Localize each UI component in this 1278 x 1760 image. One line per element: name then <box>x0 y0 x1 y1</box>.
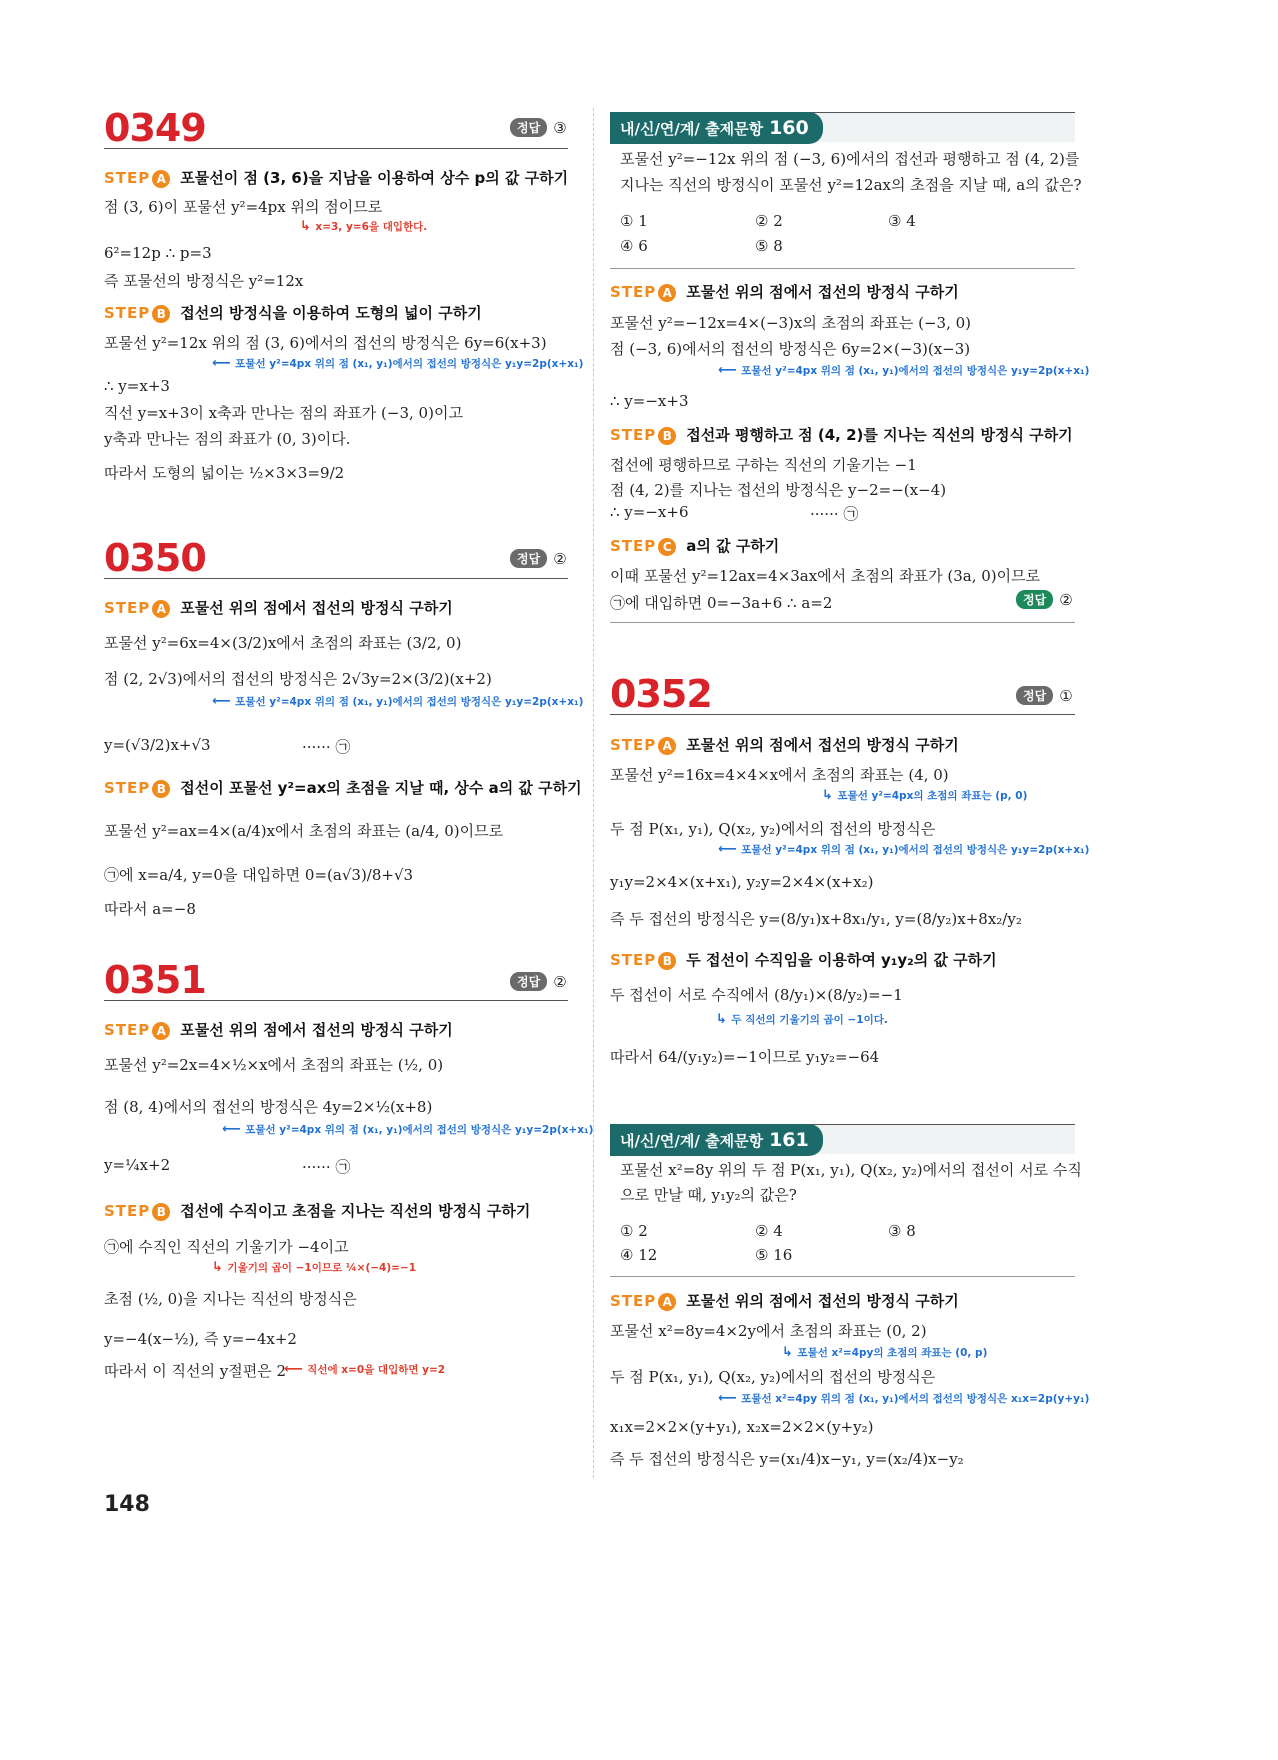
equation-tag: ······ ㉠ <box>302 738 351 756</box>
choice: ④ 6 <box>620 237 648 255</box>
text-line: ㉠에 수직인 직선의 기울기가 −4이고 <box>104 1238 349 1256</box>
answer-badge: 정답 ① <box>1016 686 1073 705</box>
annotation-note: ↳ 포물선 x²=4py의 초점의 좌표는 (0, p) <box>782 1345 988 1360</box>
annotation-note: ⟵ 직선에 x=0을 대입하면 y=2 <box>284 1362 446 1377</box>
text-line: ∴ y=−x+6 <box>610 503 689 521</box>
text-line: 점 (3, 6)이 포물선 y²=4px 위의 점이므로 <box>104 198 383 216</box>
text-line: 두 접선이 서로 수직에서 (8/y₁)×(8/y₂)=−1 <box>610 986 903 1004</box>
step-a-heading: STEP A 포물선 위의 점에서 접선의 방정식 구하기 <box>610 283 959 301</box>
text-line: 포물선 y²=6x=4×(3/2)x에서 초점의 좌표는 (3/2, 0) <box>104 634 462 652</box>
step-a-heading: STEP A 포물선 위의 점에서 접선의 방정식 구하기 <box>610 736 959 754</box>
text-line: 점 (2, 2√3)에서의 접선의 방정식은 2√3y=2×(3/2)(x+2) <box>104 670 492 688</box>
answer-badge: 정답 ② <box>510 972 567 991</box>
text-line: 포물선 y²=2x=4×½×x에서 초점의 좌표는 (½, 0) <box>104 1056 444 1074</box>
text-line: 즉 두 접선의 방정식은 y=(x₁/4)x−y₁, y=(x₂/4)x−y₂ <box>610 1450 964 1468</box>
step-b-heading: STEP B 접선의 방정식을 이용하여 도형의 넓이 구하기 <box>104 304 482 322</box>
question-text: 포물선 x²=8y 위의 두 점 P(x₁, y₁), Q(x₂, y₂)에서의 접선이 서로 수직 <box>620 1161 1082 1179</box>
step-a-heading: STEP A 포물선 위의 점에서 접선의 방정식 구하기 <box>610 1292 959 1310</box>
step-b-heading: STEP B 두 접선이 수직임을 이용하여 y₁y₂의 값 구하기 <box>610 951 997 969</box>
text-line: 접선에 평행하므로 구하는 직선의 기울기는 −1 <box>610 456 917 474</box>
choice: ⑤ 8 <box>755 237 783 255</box>
page-number: 148 <box>104 1492 150 1517</box>
step-b-heading: STEP B 접선에 수직이고 초점을 지나는 직선의 방정식 구하기 <box>104 1202 531 1220</box>
step-a-heading: STEP A 포물선 위의 점에서 접선의 방정식 구하기 <box>104 599 453 617</box>
step-b-heading: STEP B 접선과 평행하고 점 (4, 2)를 지나는 직선의 방정식 구하기 <box>610 426 1073 444</box>
question-text: 지나는 직선의 방정식이 포물선 y²=12ax의 초점을 지날 때, a의 값은? <box>620 176 1082 194</box>
answer-badge: 정답 ③ <box>510 118 567 137</box>
question-tag: 내/신/연/계/ 출제문항 161 <box>610 1124 823 1156</box>
annotation-note: ↳ 포물선 y²=4px의 초점의 좌표는 (p, 0) <box>822 788 1028 803</box>
choice: ② 4 <box>755 1222 783 1240</box>
text-line: y=(√3/2)x+√3 <box>104 736 211 754</box>
text-line: ∴ y=−x+3 <box>610 392 689 410</box>
text-line: 포물선 x²=8y=4×2y에서 초점의 좌표는 (0, 2) <box>610 1322 927 1340</box>
step-a-heading: STEP A 포물선 위의 점에서 접선의 방정식 구하기 <box>104 1021 453 1039</box>
step-c-heading: STEP C a의 값 구하기 <box>610 537 780 555</box>
text-line: 즉 두 접선의 방정식은 y=(8/y₁)x+8x₁/y₁, y=(8/y₂)x+8x₂/y₂ <box>610 910 1022 928</box>
text-line: 6²=12p ∴ p=3 <box>104 244 212 262</box>
problem-number: 0351 <box>104 958 206 1002</box>
question-text: 으로 만날 때, y₁y₂의 값은? <box>620 1186 797 1204</box>
choice: ① 2 <box>620 1222 648 1240</box>
choice: ③ 8 <box>888 1222 916 1240</box>
text-line: 점 (−3, 6)에서의 접선의 방정식은 6y=2×(−3)(x−3) <box>610 340 971 358</box>
text-line: y₁y=2×4×(x+x₁), y₂y=2×4×(x+x₂) <box>610 873 874 891</box>
annotation-note: ⟵ 포물선 y²=4px 위의 점 (x₁, y₁)에서의 접선의 방정식은 y₁y=2p(x+x₁) <box>718 363 1090 378</box>
text-line: 이때 포물선 y²=12ax=4×3ax에서 초점의 좌표가 (3a, 0)이므로 <box>610 567 1041 585</box>
text-line: 포물선 y²=ax=4×(a/4)x에서 초점의 좌표는 (a/4, 0)이므로 <box>104 822 504 840</box>
text-line: 따라서 64/(y₁y₂)=−1이므로 y₁y₂=−64 <box>610 1048 880 1066</box>
text-line: y축과 만나는 점의 좌표가 (0, 3)이다. <box>104 430 351 448</box>
annotation-note: ⟵ 포물선 y²=4px 위의 점 (x₁, y₁)에서의 접선의 방정식은 y₁y=2p(x+x₁) <box>212 694 584 709</box>
text-line: 직선 y=x+3이 x축과 만나는 점의 좌표가 (−3, 0)이고 <box>104 404 463 422</box>
annotation-note: ⟵ 포물선 y²=4px 위의 점 (x₁, y₁)에서의 접선의 방정식은 y₁y=2p(x+x₁) <box>212 356 584 371</box>
text-line: ㉠에 x=a/4, y=0을 대입하면 0=(a√3)/8+√3 <box>104 866 414 884</box>
text-line: 따라서 이 직선의 y절편은 2 <box>104 1362 286 1380</box>
annotation-note: ⟵ 포물선 y²=4px 위의 점 (x₁, y₁)에서의 접선의 방정식은 y₁y=2p(x+x₁) <box>222 1122 594 1137</box>
problem-number: 0350 <box>104 536 206 580</box>
text-line: ∴ y=x+3 <box>104 377 170 395</box>
equation-tag: ······ ㉠ <box>302 1158 351 1176</box>
annotation-note: ↳ x=3, y=6을 대입한다. <box>300 219 428 234</box>
annotation-note: ↳ 두 직선의 기울기의 곱이 −1이다. <box>716 1012 888 1027</box>
question-tag: 내/신/연/계/ 출제문항 160 <box>610 112 823 144</box>
question-text: 포물선 y²=−12x 위의 점 (−3, 6)에서의 접선과 평행하고 점 (4, 2)를 <box>620 150 1080 168</box>
step-b-heading: STEP B 접선이 포물선 y²=ax의 초점을 지날 때, 상수 a의 값 구하기 <box>104 779 582 797</box>
choice: ⑤ 16 <box>755 1246 793 1264</box>
equation-tag: ······ ㉠ <box>810 505 859 523</box>
annotation-note: ⟵ 포물선 x²=4py 위의 점 (x₁, y₁)에서의 접선의 방정식은 x₁x=2p(y+y₁) <box>718 1391 1090 1406</box>
text-line: 포물선 y²=12x 위의 점 (3, 6)에서의 접선의 방정식은 6y=6(x+3) <box>104 334 547 352</box>
step-a-heading: STEP A 포물선이 점 (3, 6)을 지남을 이용하여 상수 p의 값 구하기 <box>104 169 569 187</box>
choice: ④ 12 <box>620 1246 658 1264</box>
text-line: 포물선 y²=16x=4×4×x에서 초점의 좌표는 (4, 0) <box>610 766 949 784</box>
text-line: 두 점 P(x₁, y₁), Q(x₂, y₂)에서의 접선의 방정식은 <box>610 820 936 838</box>
choice: ③ 4 <box>888 212 916 230</box>
text-line: x₁x=2×2×(y+y₁), x₂x=2×2×(y+y₂) <box>610 1418 874 1436</box>
text-line: 점 (8, 4)에서의 접선의 방정식은 4y=2×½(x+8) <box>104 1098 433 1116</box>
text-line: ㉠에 대입하면 0=−3a+6 ∴ a=2 <box>610 594 833 612</box>
answer-badge: 정답 ② <box>510 549 567 568</box>
text-line: 두 점 P(x₁, y₁), Q(x₂, y₂)에서의 접선의 방정식은 <box>610 1368 936 1386</box>
text-line: 포물선 y²=−12x=4×(−3)x의 초점의 좌표는 (−3, 0) <box>610 314 971 332</box>
answer-badge: 정답 ② <box>1016 590 1073 609</box>
choice: ② 2 <box>755 212 783 230</box>
text-line: 따라서 도형의 넓이는 ½×3×3=9/2 <box>104 464 345 482</box>
text-line: 따라서 a=−8 <box>104 900 196 918</box>
text-line: y=¼x+2 <box>104 1156 171 1174</box>
annotation-note: ⟵ 포물선 y²=4px 위의 점 (x₁, y₁)에서의 접선의 방정식은 y₁y=2p(x+x₁) <box>718 842 1090 857</box>
problem-number: 0349 <box>104 106 206 150</box>
text-line: 초점 (½, 0)을 지나는 직선의 방정식은 <box>104 1290 357 1308</box>
choice: ① 1 <box>620 212 648 230</box>
text-line: y=−4(x−½), 즉 y=−4x+2 <box>104 1330 297 1348</box>
text-line: 점 (4, 2)를 지나는 접선의 방정식은 y−2=−(x−4) <box>610 481 947 499</box>
annotation-note: ↳ 기울기의 곱이 −1이므로 ¼×(−4)=−1 <box>212 1260 417 1275</box>
text-line: 즉 포물선의 방정식은 y²=12x <box>104 272 304 290</box>
problem-number: 0352 <box>610 672 712 716</box>
